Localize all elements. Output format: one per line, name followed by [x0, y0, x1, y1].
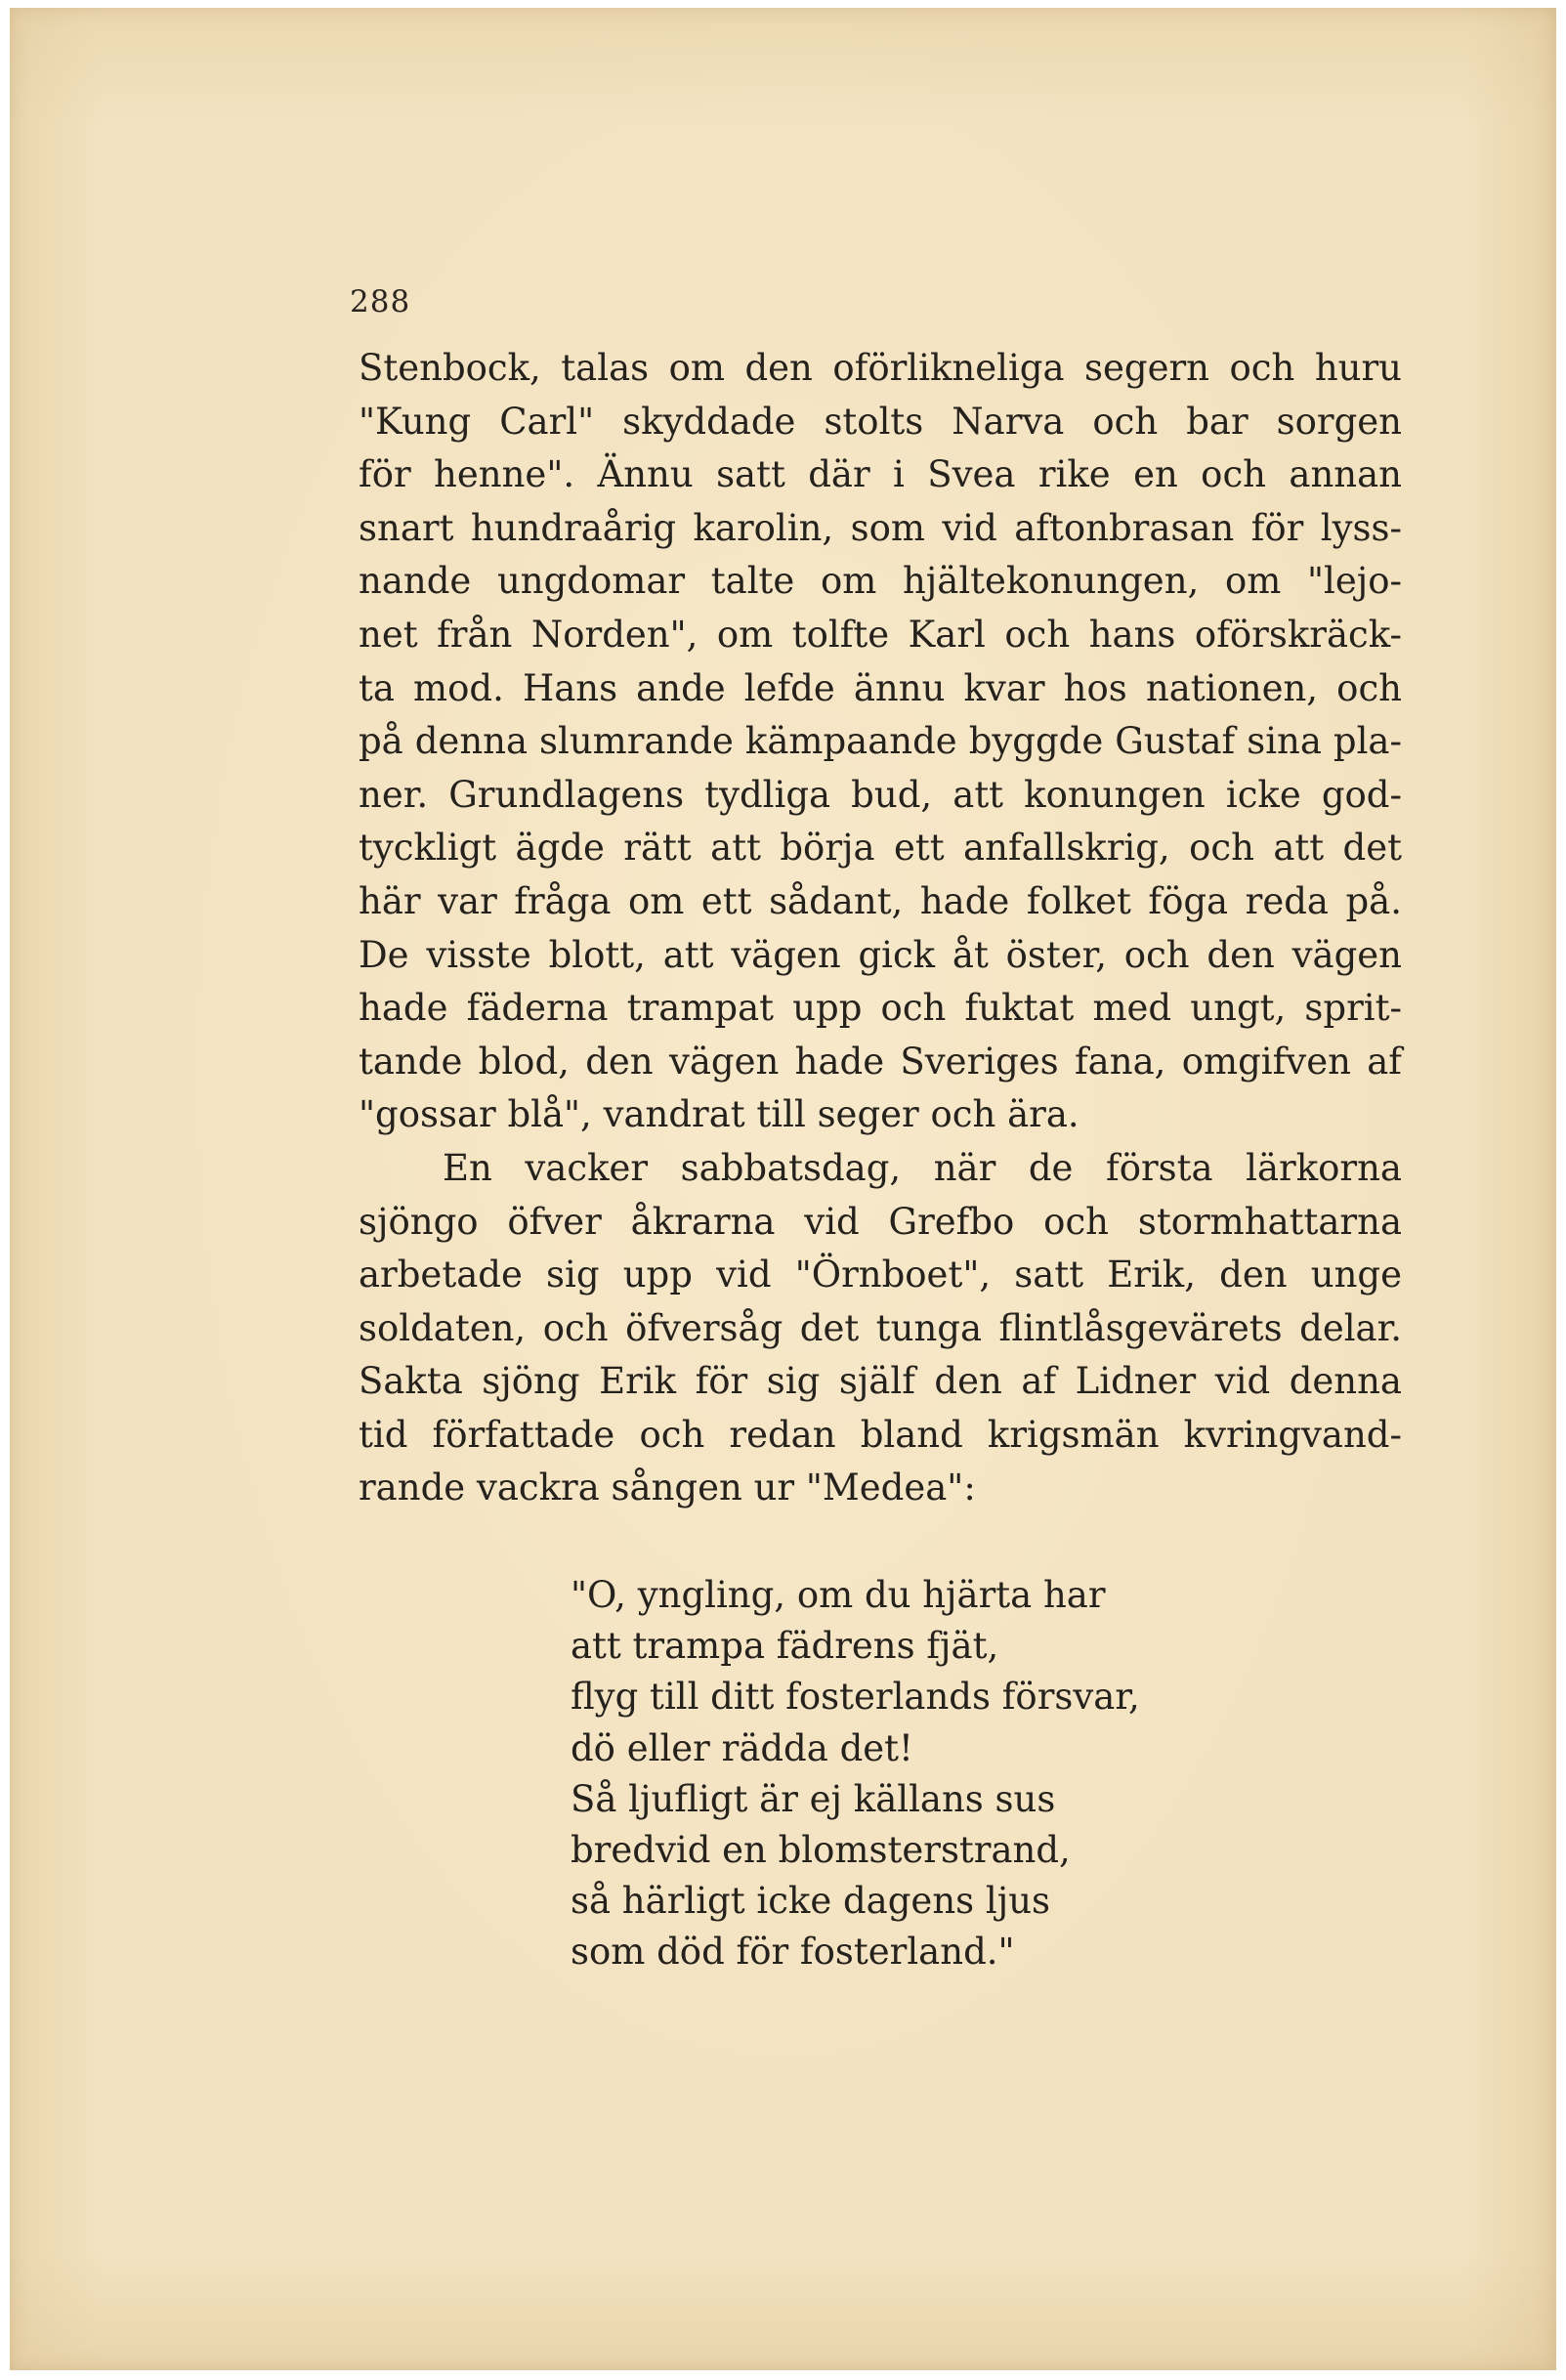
- paragraph: [359, 342, 1402, 1142]
- text-line: soldaten, och öfversåg det tunga flintlåsgevärets delar.: [359, 1306, 1402, 1349]
- poem-line: att trampa fädrens fjät,: [571, 1625, 999, 1668]
- text-line: här var fråga om ett sådant, hade folket föga reda på.: [359, 879, 1402, 922]
- paragraph: [359, 1142, 1402, 1515]
- text-line: rande vackra sången ur "Medea":: [359, 1466, 976, 1509]
- text-line: tande blod, den vägen hade Sveriges fana, omgifven af: [359, 1040, 1402, 1083]
- poem-line: flyg till ditt fosterlands försvar,: [571, 1676, 1140, 1719]
- text-line: ner. Grundlagens tydliga bud, att konungen icke god-: [359, 773, 1402, 816]
- poem-stanza: [571, 1570, 1140, 1978]
- text-line: sjöngo öfver åkrarna vid Grefbo och stormhattarna: [359, 1200, 1402, 1243]
- poem-line: Så ljufligt är ej källans sus: [571, 1777, 1056, 1820]
- text-line: "gossar blå", vandrat till seger och ära.: [359, 1093, 1079, 1136]
- text-line: tyckligt ägde rätt att börja ett anfallskrig, och att det: [359, 827, 1402, 870]
- page-number: 288: [350, 284, 411, 319]
- text-line: Sakta sjöng Erik för sig själf den af Lidner vid denna: [359, 1360, 1402, 1403]
- text-line: En vacker sabbatsdag, när de första lärkorna: [443, 1146, 1402, 1189]
- poem-line: så härligt icke dagens ljus: [571, 1880, 1051, 1923]
- text-line: snart hundraårig karolin, som vid aftonbrasan för lyss-: [359, 506, 1402, 549]
- poem-line: dö eller rädda det!: [571, 1726, 913, 1769]
- text-line: för henne". Ännu satt där i Svea rike en och annan: [359, 453, 1402, 496]
- text-line: på denna slumrande kämpaande byggde Gustaf sina pla-: [359, 720, 1402, 763]
- body-text: [359, 342, 1402, 1515]
- poem-line: som död för fosterland.": [571, 1931, 1015, 1974]
- text-line: De visste blott, att vägen gick åt öster, och den vägen: [359, 933, 1402, 976]
- text-line: ta mod. Hans ande lefde ännu kvar hos nationen, och: [359, 666, 1402, 709]
- poem-line: bredvid en blomsterstrand,: [571, 1828, 1071, 1871]
- text-line: arbetade sig upp vid "Örnboet", satt Erik, den unge: [359, 1254, 1402, 1296]
- text-line: hade fäderna trampat upp och fuktat med ungt, sprit-: [359, 987, 1402, 1030]
- text-line: tid författade och redan bland krigsmän kvringvand-: [359, 1413, 1402, 1456]
- poem-line: "O, yngling, om du hjärta har: [571, 1574, 1106, 1616]
- text-line: nande ungdomar talte om hjältekonungen, om "lejo-: [359, 560, 1402, 603]
- text-line: "Kung Carl" skyddade stolts Narva och bar sorgen: [359, 400, 1402, 443]
- text-line: Stenbock, talas om den oförlikneliga segern och huru: [359, 347, 1402, 389]
- book-page: [10, 8, 1556, 2370]
- text-line: net från Norden", om tolfte Karl och hans oförskräck-: [359, 613, 1402, 656]
